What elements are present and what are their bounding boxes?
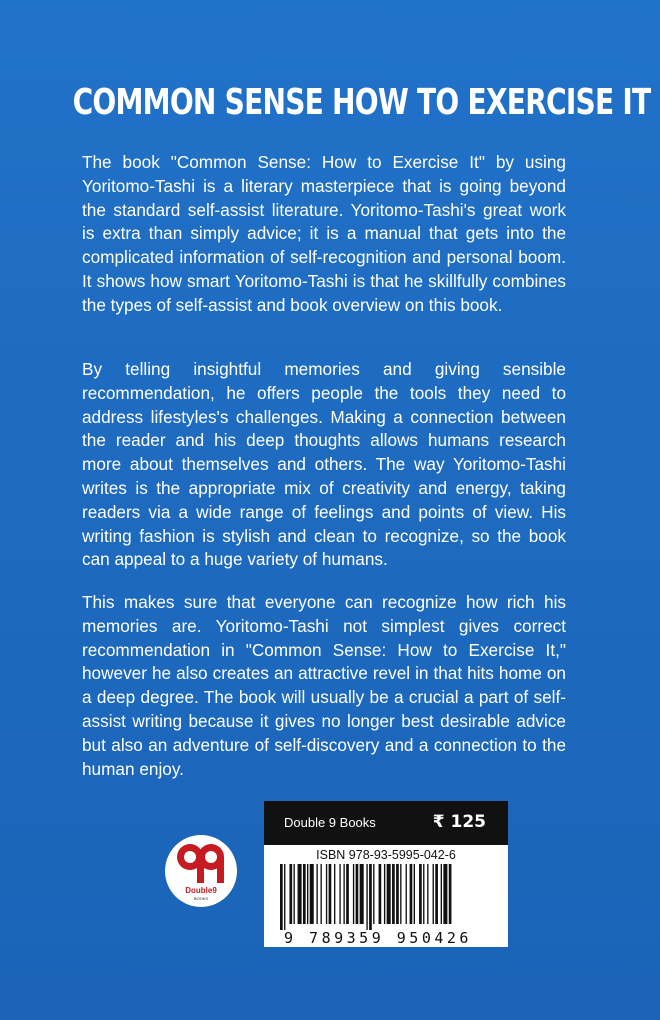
barcode-bar — [316, 864, 317, 924]
barcode-bar — [303, 864, 306, 924]
barcode-bar — [443, 864, 447, 924]
barcode-bar — [353, 864, 354, 924]
barcode-bar — [321, 864, 322, 924]
barcode-panel — [264, 801, 508, 947]
barcode-bar — [400, 864, 401, 924]
barcode-bar — [441, 864, 442, 924]
barcode-bar — [280, 864, 283, 930]
publisher-name: Double 9 Books — [284, 815, 376, 830]
barcode-bar — [360, 864, 364, 924]
barcode-bar — [346, 864, 349, 924]
barcode-bar — [294, 864, 295, 924]
barcode-icon — [276, 864, 496, 930]
barcode-bar — [392, 864, 395, 924]
barcode-bar — [423, 864, 424, 924]
barcode-bar — [310, 864, 314, 924]
barcode-bar — [339, 864, 340, 924]
barcode-bar — [329, 864, 332, 924]
barcode-bar — [427, 864, 428, 924]
barcode-bar — [410, 864, 413, 924]
barcode-bar — [387, 864, 391, 924]
barcode-bar — [373, 864, 374, 924]
barcode-bar — [406, 864, 407, 924]
barcode-bar — [396, 864, 399, 924]
blurb-paragraph-1: The book "Common Sense: How to Exercise It" by using Yoritomo-Tashi is a literary masterpiece that is going beyond the standard self-assist literature. Yoritomo-Tashi's great work is extra than simply advice; it is a manual that gets into the complicated information of self-recognition and personal boom. It shows how smart Yoritomo-Tashi is that he skillfully combines the types of self-assist and book overview on this book. — [82, 152, 566, 315]
barcode-bar — [414, 864, 415, 924]
double9-logo-icon — [171, 839, 231, 889]
barcode-bar — [343, 864, 344, 924]
barcode-bar — [356, 864, 359, 924]
barcode-bar — [369, 864, 372, 930]
barcode-bar — [366, 864, 367, 930]
barcode-bar — [326, 864, 327, 924]
barcode-bar — [307, 864, 308, 924]
barcode-bar — [298, 864, 302, 924]
barcode-bar — [435, 864, 438, 924]
blurb-paragraph-2: By telling insightful memories and giving sensible recommendation, he offers people the tools they need to address lifestyles's challenges. Making a connection between the reader and his deep thoughts allows humans research more about themselves and others. The way Yoritomo-Tashi writes is the appropriate mix of creativity and energy, taking readers via a wide range of feelings and points of view. His writing fashion is stylish and clean to recognize, so the book can appeal to a huge variety of humans. — [82, 359, 566, 570]
isbn-label: ISBN 978-93-5995-042-6 — [316, 848, 456, 862]
logo-subtext: BOOKS — [193, 896, 209, 901]
blurb-paragraph-3: This makes sure that everyone can recognize how rich his memories are. Yoritomo-Tashi not simplest gives correct recommendation in "Common Sense: How to Exercise It," however he also creates an attractive revel in that hits home on a deep degree. The book will usually be a crucial a part of self-assist writing because it gives no longer best desirable advice but also an adventure of self-discovery and a connection to the human enjoy. — [82, 592, 566, 779]
barcode-bar — [449, 864, 452, 924]
book-title: COMMON SENSE HOW TO EXERCISE IT — [72, 82, 651, 123]
barcode-bar — [334, 864, 335, 924]
logo-text: Double9 — [185, 886, 217, 895]
barcode-bar — [419, 864, 422, 924]
price-bar — [264, 801, 508, 845]
barcode-bar — [384, 864, 385, 924]
barcode-bar — [289, 864, 292, 924]
barcode-bar — [379, 864, 382, 924]
price-label: ₹ 125 — [432, 812, 486, 832]
publisher-logo — [165, 835, 237, 907]
barcode-digits: 9 789359 950426 — [284, 929, 472, 947]
barcode-bar — [433, 864, 434, 924]
barcode-bar — [284, 864, 285, 930]
